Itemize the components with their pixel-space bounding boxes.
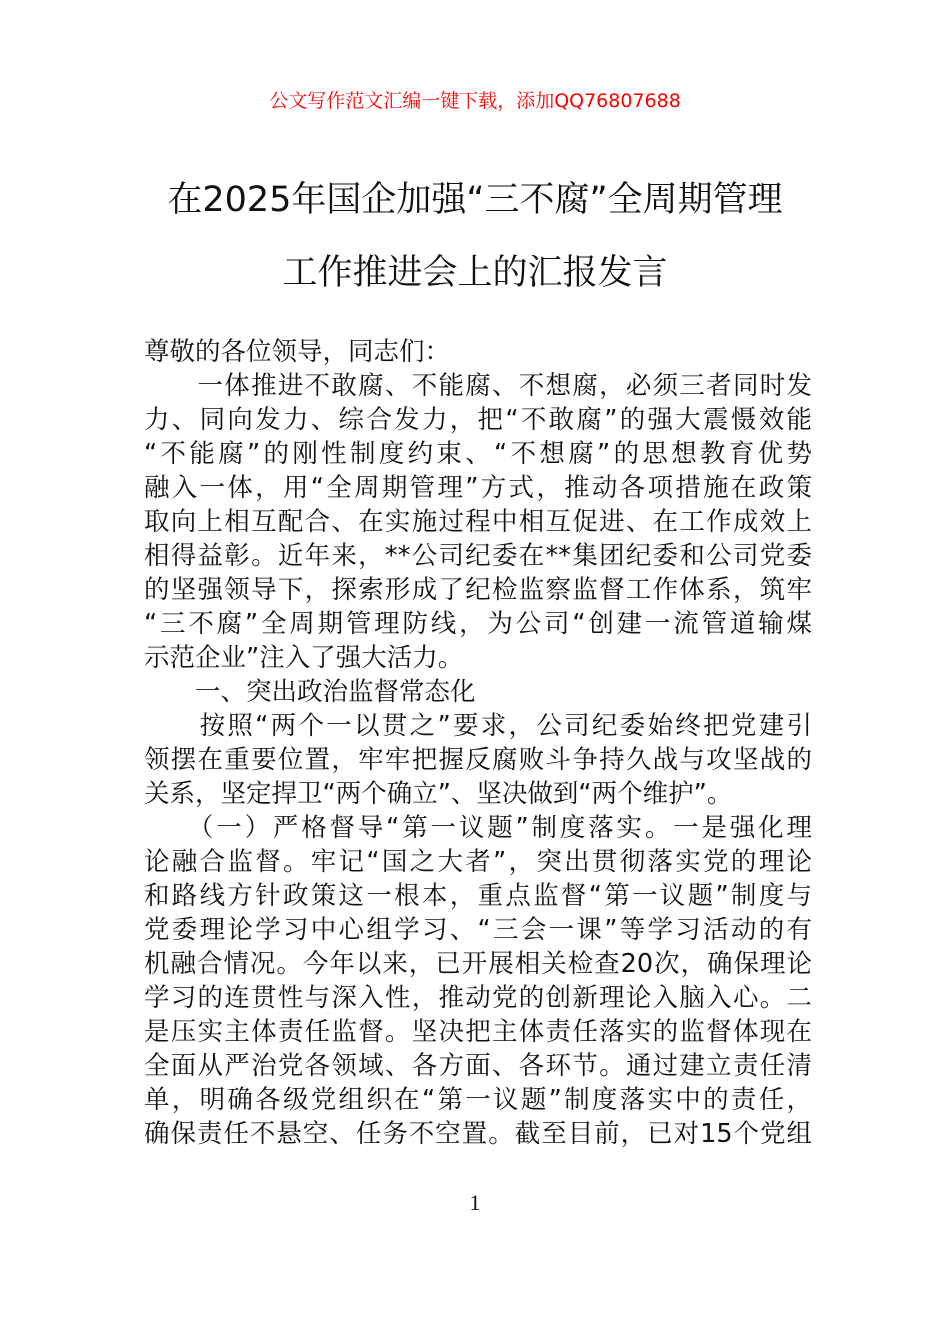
body-line: 融入一体，用“全周期管理”方式，推动各项措施在政策: [144, 473, 812, 503]
body-line: 全面从严治党各领域、各方面、各环节。通过建立责任清: [144, 1051, 812, 1081]
body-line: 取向上相互配合、在实施过程中相互促进、在工作成效上: [144, 507, 812, 537]
body-line: 是压实主体责任监督。坚决把主体责任落实的监督体现在: [144, 1017, 812, 1047]
page-number: 1: [469, 1190, 481, 1215]
document-title-line-2: 工作推进会上的汇报发言: [282, 253, 668, 293]
body-line: 论融合监督。牢记“国之大者”，突出贯彻落实党的理论: [144, 847, 812, 877]
body-line: 单，明确各级党组织在“第一议题”制度落实中的责任，: [144, 1085, 812, 1115]
section-heading: 一、突出政治监督常态化: [144, 677, 476, 707]
body-line: 关系，坚定捍卫“两个确立”、坚决做到“两个维护”。: [144, 779, 733, 809]
body-line: 确保责任不悬空、任务不空置。截至目前，已对15个党组: [144, 1119, 812, 1149]
salutation: 尊敬的各位领导，同志们：: [144, 337, 451, 367]
body-line: 相得益彰。近年来，**公司纪委在**集团纪委和公司党委: [144, 541, 812, 571]
body-line: 示范企业”注入了强大活力。: [144, 643, 464, 673]
body-line: 党委理论学习中心组学习、“三会一课”等学习活动的有: [144, 915, 812, 945]
body-line: “不能腐”的刚性制度约束、“不想腐”的思想教育优势: [144, 439, 812, 469]
body-line: 机融合情况。今年以来，已开展相关检查20次，确保理论: [144, 949, 812, 979]
body-line: 力、同向发力、综合发力，把“不敢腐”的强大震慑效能: [144, 405, 812, 435]
body-line: “三不腐”全周期管理防线，为公司“创建一流管道输煤: [144, 609, 812, 639]
body-line: 一体推进不敢腐、不能腐、不想腐，必须三者同时发: [144, 371, 812, 401]
document-title-line-1: 在2025年国企加强“三不腐”全周期管理: [167, 180, 783, 220]
header-note[interactable]: 公文写作范文汇编一键下载，添加QQ76807688: [269, 90, 681, 112]
body-line: 和路线方针政策这一根本，重点监督“第一议题”制度与: [144, 881, 812, 911]
body-line: （一）严格督导“第一议题”制度落实。一是强化理: [144, 813, 812, 843]
body-line: 学习的连贯性与深入性，推动党的创新理论入脑入心。二: [144, 983, 812, 1013]
body-line: 按照“两个一以贯之”要求，公司纪委始终把党建引: [144, 711, 812, 741]
body-line: 领摆在重要位置，牢牢把握反腐败斗争持久战与攻坚战的: [144, 745, 812, 775]
body-line: 的坚强领导下，探索形成了纪检监察监督工作体系，筑牢: [144, 575, 812, 605]
